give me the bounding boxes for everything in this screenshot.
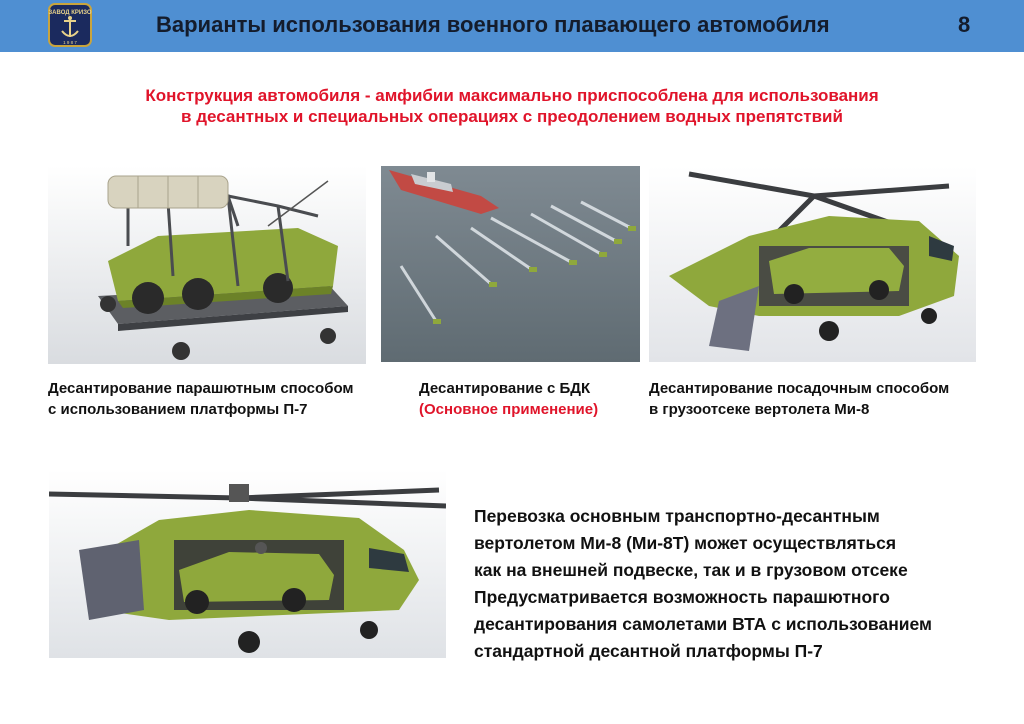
caption-bdk-line1: Десантирование с БДК: [419, 380, 591, 397]
svg-text:ЗАВОД КРИЗО: ЗАВОД КРИЗО: [48, 10, 92, 16]
page-title: Варианты использования военного плавающего автомобиля: [156, 12, 830, 37]
description-line: стандартной десантной платформы П-7: [474, 641, 823, 661]
page-number: 8: [958, 12, 971, 37]
description-line: Предусматривается возможность парашютного: [474, 587, 890, 607]
description-text: [474, 503, 932, 665]
header-bar: [0, 0, 1024, 52]
factory-logo: [48, 3, 92, 47]
bdk-landing-photo: [381, 166, 640, 362]
caption-landing: [649, 378, 949, 420]
mi8-side-photo: [49, 470, 446, 658]
description-line: как на внешней подвеске, так и в грузовом отсеке: [474, 560, 908, 580]
description-line: вертолетом Ми-8 (Ми-8Т) может осуществляться: [474, 533, 897, 553]
description-line: десантирования самолетами ВТА с использованием: [474, 614, 932, 634]
caption-parachute-line2: с использованием платформы П-7: [48, 401, 308, 418]
caption-landing-line2: в грузоотсеке вертолета Ми-8: [649, 401, 870, 418]
svg-text:1 9 8 7: 1 9 8 7: [63, 40, 77, 45]
caption-parachute: [48, 378, 354, 420]
subtitle-line-2: в десантных и специальных операциях с преодолением водных препятствий: [181, 107, 843, 126]
caption-bdk-primary-use: (Основное применение): [419, 401, 599, 418]
mi8-cargo-photo: [649, 166, 976, 362]
description-line: Перевозка основным транспортно-десантным: [474, 506, 880, 526]
subtitle-line-1: Конструкция автомобиля - амфибии максимально приспособлена для использования: [145, 86, 879, 105]
caption-bdk: [419, 378, 598, 420]
caption-landing-line1: Десантирование посадочным способом: [649, 380, 950, 397]
caption-parachute-line1: Десантирование парашютным способом: [48, 380, 354, 397]
parachute-platform-photo: [48, 166, 366, 364]
